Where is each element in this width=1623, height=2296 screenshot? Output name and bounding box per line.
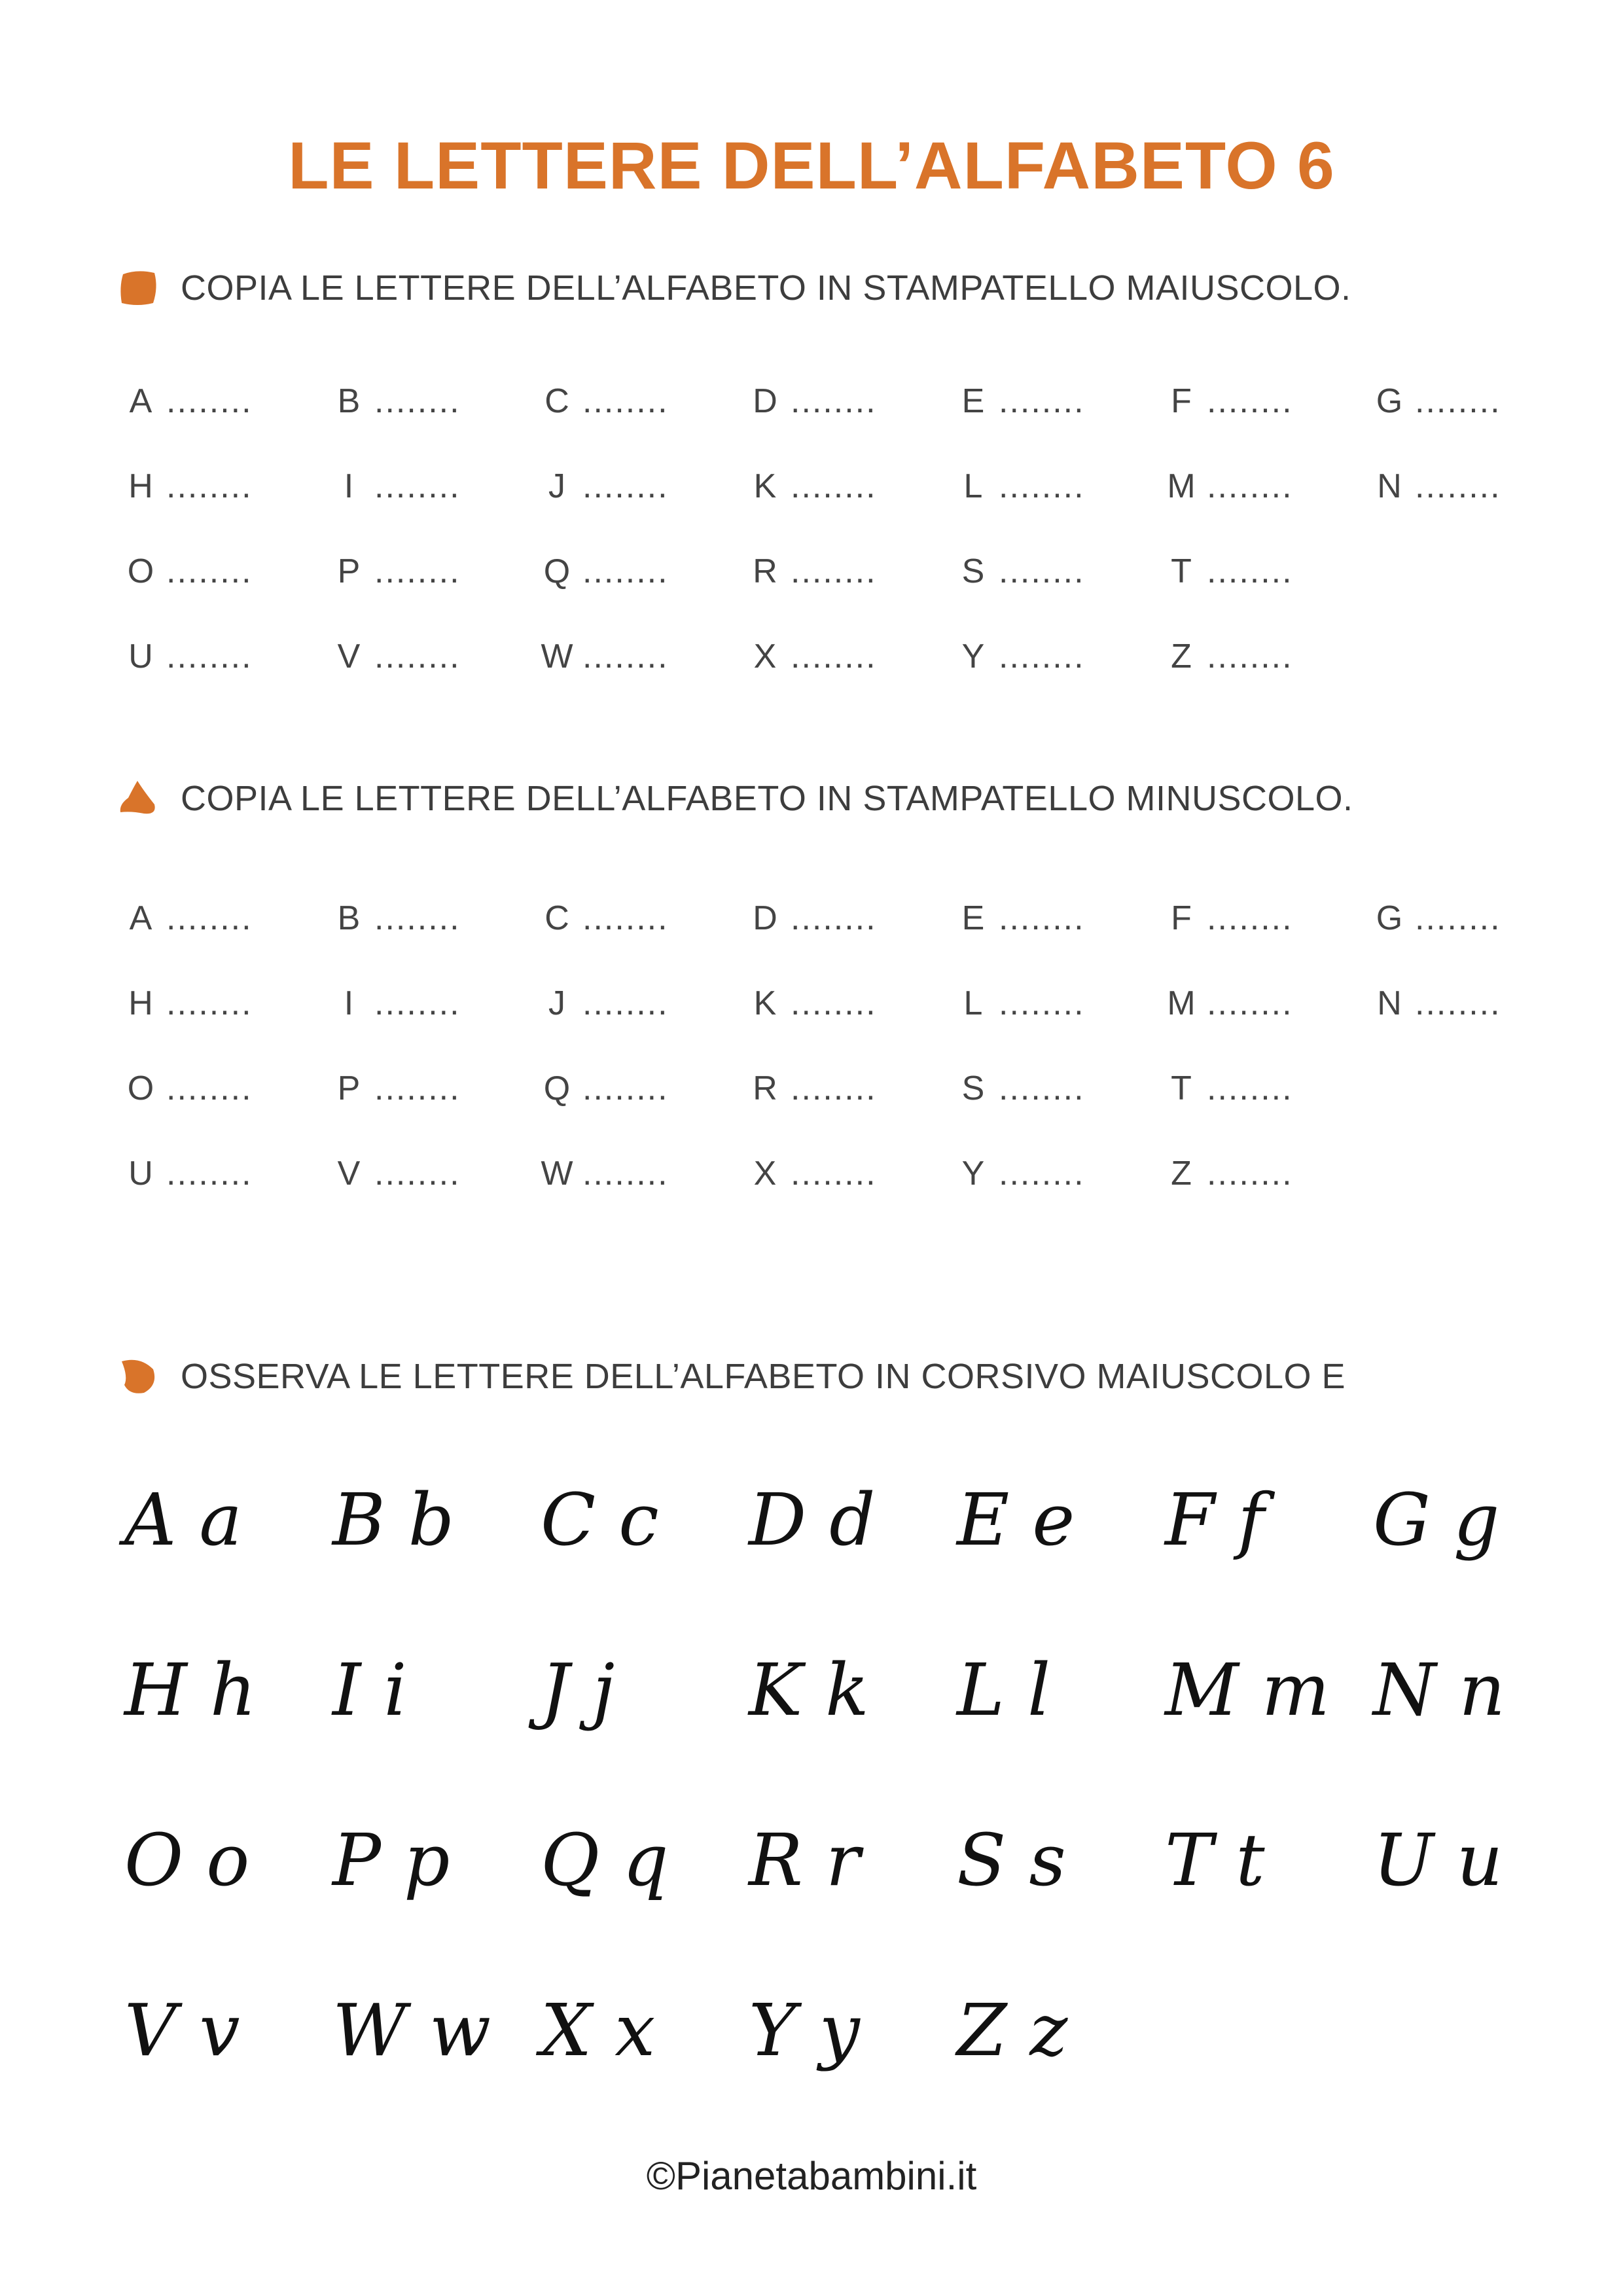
cursive-letter-text: V v (124, 1988, 240, 2072)
letter-label: F (1171, 899, 1192, 937)
letter-label: L (963, 467, 983, 505)
letter-label: M (1167, 467, 1196, 505)
cursive-glyphs (950, 1460, 1101, 1590)
dotted-write-line[interactable]: ........ (374, 984, 461, 1022)
cursive-glyphs (1158, 1460, 1309, 1590)
letter-label: T (1171, 552, 1192, 590)
uppercase-cell-o (118, 529, 326, 614)
letter-label: Q (543, 552, 571, 590)
dotted-write-line[interactable]: ........ (1207, 637, 1293, 675)
cursive-letter-text: Z z (957, 1988, 1068, 2072)
cursive-glyphs (950, 1970, 1101, 2101)
cursive-pair-r (742, 1780, 950, 1950)
lowercase-cell-o (118, 1046, 326, 1131)
cursive-glyphs (742, 1800, 893, 1931)
letter-label: N (1377, 984, 1402, 1022)
cursive-glyphs (1366, 1460, 1517, 1590)
dotted-write-line[interactable]: ........ (166, 637, 253, 675)
lowercase-cell-g (1366, 876, 1575, 961)
uppercase-cell-w (534, 614, 742, 699)
dotted-write-line[interactable]: ........ (374, 382, 461, 420)
uppercase-cell-j (534, 444, 742, 529)
dotted-write-line[interactable]: ........ (791, 984, 877, 1022)
dotted-write-line[interactable]: ........ (999, 467, 1085, 505)
cursive-glyphs (326, 1970, 491, 2101)
lowercase-cell-c (534, 876, 742, 961)
cursive-glyphs (1366, 1800, 1517, 1931)
uppercase-cell-l (950, 444, 1158, 529)
dotted-write-line[interactable]: ........ (166, 382, 253, 420)
cursive-glyphs (326, 1630, 476, 1761)
lowercase-cell-l (950, 961, 1158, 1046)
cursive-pair-f (1158, 1440, 1366, 1610)
lowercase-cell-w (534, 1131, 742, 1216)
uppercase-cell-x (742, 614, 950, 699)
cursive-letter-text: A a (124, 1478, 242, 1562)
cursive-pair-t (1158, 1780, 1366, 1950)
dotted-write-line[interactable]: ........ (166, 1069, 253, 1107)
section-cursive-text: OSSERVA LE LETTERE DELL’ALFABETO IN CORSIVO MAIUSCOLO E (181, 1357, 1346, 1396)
letter-label: P (337, 1069, 361, 1107)
dotted-write-line[interactable]: ........ (582, 984, 669, 1022)
dotted-write-line[interactable]: ........ (166, 552, 253, 590)
lowercase-cell-t (1158, 1046, 1366, 1131)
dotted-write-line[interactable]: ........ (582, 899, 669, 937)
cursive-glyphs (326, 1460, 476, 1590)
dotted-write-line[interactable]: ........ (1207, 1155, 1293, 1193)
lowercase-cell-u (118, 1131, 326, 1216)
dotted-write-line[interactable]: ........ (999, 382, 1085, 420)
cursive-glyphs (950, 1800, 1101, 1931)
letter-label: E (961, 899, 985, 937)
letter-label: G (1376, 899, 1403, 937)
dotted-write-line[interactable]: ........ (582, 1155, 669, 1193)
lowercase-cell-i (326, 961, 534, 1046)
letter-label: Z (1171, 1155, 1192, 1193)
uppercase-cell-t (1158, 529, 1366, 614)
letter-label: I (344, 984, 354, 1022)
uppercase-cell-z (1158, 614, 1366, 699)
letter-label: B (337, 899, 361, 937)
dotted-write-line[interactable]: ........ (1415, 382, 1501, 420)
dotted-write-line[interactable]: ........ (374, 899, 461, 937)
dotted-write-line[interactable]: ........ (791, 1069, 877, 1107)
orange-square-blob-icon (118, 268, 158, 308)
letter-label: K (753, 984, 777, 1022)
uppercase-letter-grid (118, 359, 1575, 699)
dotted-write-line[interactable]: ........ (374, 552, 461, 590)
cursive-letter-text: U u (1373, 1818, 1503, 1902)
section-uppercase-text: COPIA LE LETTERE DELL’ALFABETO IN STAMPATELLO MAIUSCOLO. (181, 268, 1351, 308)
dotted-write-line[interactable]: ........ (1415, 899, 1501, 937)
cursive-pair-k (742, 1610, 950, 1780)
uppercase-cell-h (118, 444, 326, 529)
dotted-write-line[interactable]: ........ (1207, 467, 1293, 505)
cursive-glyphs (326, 1800, 476, 1931)
lowercase-cell-x (742, 1131, 950, 1216)
cursive-glyphs (742, 1630, 893, 1761)
dotted-write-line[interactable]: ........ (1415, 984, 1501, 1022)
cursive-letter-grid (118, 1440, 1575, 2121)
letter-label: C (544, 899, 569, 937)
cursive-pair-c (534, 1440, 742, 1610)
letter-label: N (1377, 467, 1402, 505)
cursive-glyphs (534, 1460, 685, 1590)
cursive-glyphs (1158, 1630, 1330, 1761)
letter-label: R (753, 552, 777, 590)
letter-label: B (337, 382, 361, 420)
cursive-letter-text: Y y (749, 1988, 860, 2072)
dotted-write-line[interactable]: ........ (791, 1155, 877, 1193)
cursive-letter-text: O o (124, 1818, 250, 1902)
letter-label: V (337, 1155, 361, 1193)
orange-round-blob-icon (118, 1356, 158, 1397)
dotted-write-line[interactable]: ........ (166, 899, 253, 937)
cursive-pair-y (742, 1950, 950, 2121)
uppercase-cell-b (326, 359, 534, 444)
letter-label: J (548, 984, 565, 1022)
cursive-letter-text: J j (541, 1648, 615, 1732)
cursive-glyphs (742, 1970, 893, 2101)
dotted-write-line[interactable]: ........ (582, 637, 669, 675)
cursive-pair-q (534, 1780, 742, 1950)
letter-label: A (129, 382, 152, 420)
cursive-letter-text: S s (957, 1818, 1066, 1902)
dotted-write-line[interactable]: ........ (791, 899, 877, 937)
section-cursive-heading (118, 1350, 1346, 1403)
cursive-pair-p (326, 1780, 534, 1950)
cursive-glyphs (118, 1460, 268, 1590)
dotted-write-line[interactable]: ........ (374, 1155, 461, 1193)
cursive-pair-a (118, 1440, 326, 1610)
lowercase-cell-p (326, 1046, 534, 1131)
letter-label: S (961, 1069, 985, 1107)
cursive-glyphs (118, 1630, 268, 1761)
lowercase-cell-e (950, 876, 1158, 961)
dotted-write-line[interactable]: ........ (166, 984, 253, 1022)
cursive-pair-v (118, 1950, 326, 2121)
cursive-letter-text: W w (332, 1988, 491, 2072)
letter-label: U (128, 1155, 153, 1193)
cursive-glyphs (1366, 1630, 1517, 1761)
letter-label: P (337, 552, 361, 590)
lowercase-cell-s (950, 1046, 1158, 1131)
letter-label: W (541, 1155, 573, 1193)
letter-label: Q (543, 1069, 571, 1107)
lowercase-cell-m (1158, 961, 1366, 1046)
letter-label: V (337, 637, 361, 675)
uppercase-cell-i (326, 444, 534, 529)
letter-label: S (961, 552, 985, 590)
letter-label: Y (961, 637, 985, 675)
uppercase-cell-m (1158, 444, 1366, 529)
cursive-letter-text: K k (749, 1648, 869, 1732)
cursive-letter-text: C c (541, 1478, 659, 1562)
cursive-pair-d (742, 1440, 950, 1610)
cursive-glyphs (742, 1460, 893, 1590)
dotted-write-line[interactable]: ........ (791, 552, 877, 590)
cursive-letter-text: H h (124, 1648, 257, 1732)
letter-label: A (129, 899, 152, 937)
letter-label: X (753, 1155, 777, 1193)
grid-spacer (1366, 1046, 1575, 1131)
cursive-letter-text: L l (957, 1648, 1051, 1732)
dotted-write-line[interactable]: ........ (1415, 467, 1501, 505)
dotted-write-line[interactable]: ........ (999, 637, 1085, 675)
letter-label: M (1167, 984, 1196, 1022)
letter-label: O (127, 552, 154, 590)
dotted-write-line[interactable]: ........ (999, 552, 1085, 590)
letter-label: Y (961, 1155, 985, 1193)
cursive-pair-u (1366, 1780, 1575, 1950)
lowercase-cell-z (1158, 1131, 1366, 1216)
section-lowercase-text: COPIA LE LETTERE DELL’ALFABETO IN STAMPATELLO MINUSCOLO. (181, 779, 1353, 818)
cursive-pair-i (326, 1610, 534, 1780)
grid-spacer (1366, 529, 1575, 614)
uppercase-cell-f (1158, 359, 1366, 444)
cursive-pair-e (950, 1440, 1158, 1610)
dotted-write-line[interactable]: ........ (166, 467, 253, 505)
cursive-letter-text: B b (332, 1478, 455, 1562)
cursive-letter-text: M m (1165, 1648, 1330, 1732)
letter-label: R (753, 1069, 777, 1107)
cursive-letter-text: D d (749, 1478, 876, 1562)
uppercase-cell-u (118, 614, 326, 699)
uppercase-cell-p (326, 529, 534, 614)
uppercase-cell-q (534, 529, 742, 614)
uppercase-cell-k (742, 444, 950, 529)
cursive-pair-h (118, 1610, 326, 1780)
letter-label: K (753, 467, 777, 505)
dotted-write-line[interactable]: ........ (582, 382, 669, 420)
letter-label: C (544, 382, 569, 420)
uppercase-cell-s (950, 529, 1158, 614)
lowercase-cell-f (1158, 876, 1366, 961)
lowercase-cell-v (326, 1131, 534, 1216)
cursive-letter-text: E e (957, 1478, 1075, 1562)
letter-label: H (128, 467, 153, 505)
dotted-write-line[interactable]: ........ (374, 1069, 461, 1107)
cursive-letter-text: F f (1165, 1478, 1265, 1562)
dotted-write-line[interactable]: ........ (791, 637, 877, 675)
dotted-write-line[interactable]: ........ (1207, 984, 1293, 1022)
letter-label: E (961, 382, 985, 420)
uppercase-cell-e (950, 359, 1158, 444)
letter-label: Z (1171, 637, 1192, 675)
letter-label: L (963, 984, 983, 1022)
letter-label: W (541, 637, 573, 675)
letter-label: I (344, 467, 354, 505)
letter-label: U (128, 637, 153, 675)
letter-label: D (753, 899, 777, 937)
cursive-letter-text: R r (749, 1818, 861, 1902)
cursive-letter-text: X x (541, 1988, 656, 2072)
cursive-pair-b (326, 1440, 534, 1610)
lowercase-cell-j (534, 961, 742, 1046)
dotted-write-line[interactable]: ........ (582, 467, 669, 505)
lowercase-cell-r (742, 1046, 950, 1131)
cursive-pair-z (950, 1950, 1158, 2121)
uppercase-cell-a (118, 359, 326, 444)
cursive-glyphs (950, 1630, 1101, 1761)
dotted-write-line[interactable]: ........ (1207, 552, 1293, 590)
letter-label: H (128, 984, 153, 1022)
uppercase-cell-g (1366, 359, 1575, 444)
uppercase-cell-v (326, 614, 534, 699)
dotted-write-line[interactable]: ........ (999, 1155, 1085, 1193)
letter-label: X (753, 637, 777, 675)
dotted-write-line[interactable]: ........ (999, 984, 1085, 1022)
dotted-write-line[interactable]: ........ (999, 899, 1085, 937)
lowercase-cell-y (950, 1131, 1158, 1216)
cursive-pair-l (950, 1610, 1158, 1780)
lowercase-cell-n (1366, 961, 1575, 1046)
uppercase-cell-n (1366, 444, 1575, 529)
dotted-write-line[interactable]: ........ (374, 637, 461, 675)
cursive-pair-n (1366, 1610, 1575, 1780)
cursive-letter-text: P p (332, 1818, 450, 1902)
dotted-write-line[interactable]: ........ (791, 467, 877, 505)
cursive-letter-text: G g (1373, 1478, 1500, 1562)
dotted-write-line[interactable]: ........ (166, 1155, 253, 1193)
lowercase-cell-h (118, 961, 326, 1046)
dotted-write-line[interactable]: ........ (1207, 899, 1293, 937)
cursive-pair-j (534, 1610, 742, 1780)
dotted-write-line[interactable]: ........ (791, 382, 877, 420)
section-lowercase-heading (118, 772, 1353, 825)
dotted-write-line[interactable]: ........ (1207, 1069, 1293, 1107)
cursive-glyphs (534, 1630, 685, 1761)
cursive-pair-w (326, 1950, 534, 2121)
uppercase-cell-c (534, 359, 742, 444)
dotted-write-line[interactable]: ........ (582, 552, 669, 590)
dotted-write-line[interactable]: ........ (1207, 382, 1293, 420)
lowercase-cell-q (534, 1046, 742, 1131)
cursive-glyphs (1158, 1800, 1309, 1931)
cursive-pair-o (118, 1780, 326, 1950)
uppercase-cell-r (742, 529, 950, 614)
cursive-pair-g (1366, 1440, 1575, 1610)
page-title: LE LETTERE DELL’ALFABETO 6 (288, 128, 1335, 203)
letter-label: D (753, 382, 777, 420)
letter-label: T (1171, 1069, 1192, 1107)
cursive-glyphs (118, 1800, 268, 1931)
dotted-write-line[interactable]: ........ (999, 1069, 1085, 1107)
lowercase-cell-k (742, 961, 950, 1046)
cursive-glyphs (534, 1970, 685, 2101)
cursive-letter-text: N n (1373, 1648, 1506, 1732)
letter-label: F (1171, 382, 1192, 420)
dotted-write-line[interactable]: ........ (582, 1069, 669, 1107)
cursive-letter-text: Q q (541, 1818, 669, 1902)
lowercase-cell-d (742, 876, 950, 961)
letter-label: J (548, 467, 565, 505)
letter-label: O (127, 1069, 154, 1107)
cursive-pair-x (534, 1950, 742, 2121)
orange-triangle-blob-icon (118, 778, 158, 819)
cursive-letter-text: T t (1165, 1818, 1265, 1902)
lowercase-cell-a (118, 876, 326, 961)
lowercase-letter-grid (118, 876, 1575, 1216)
footer-copyright: ©Pianetabambini.it (646, 2154, 977, 2198)
uppercase-cell-d (742, 359, 950, 444)
cursive-pair-m (1158, 1610, 1366, 1780)
cursive-glyphs (118, 1970, 268, 2101)
cursive-glyphs (534, 1800, 685, 1931)
uppercase-cell-y (950, 614, 1158, 699)
cursive-letter-text: I i (332, 1648, 407, 1732)
dotted-write-line[interactable]: ........ (374, 467, 461, 505)
lowercase-cell-b (326, 876, 534, 961)
letter-label: G (1376, 382, 1403, 420)
section-uppercase-heading (118, 262, 1351, 314)
cursive-pair-s (950, 1780, 1158, 1950)
